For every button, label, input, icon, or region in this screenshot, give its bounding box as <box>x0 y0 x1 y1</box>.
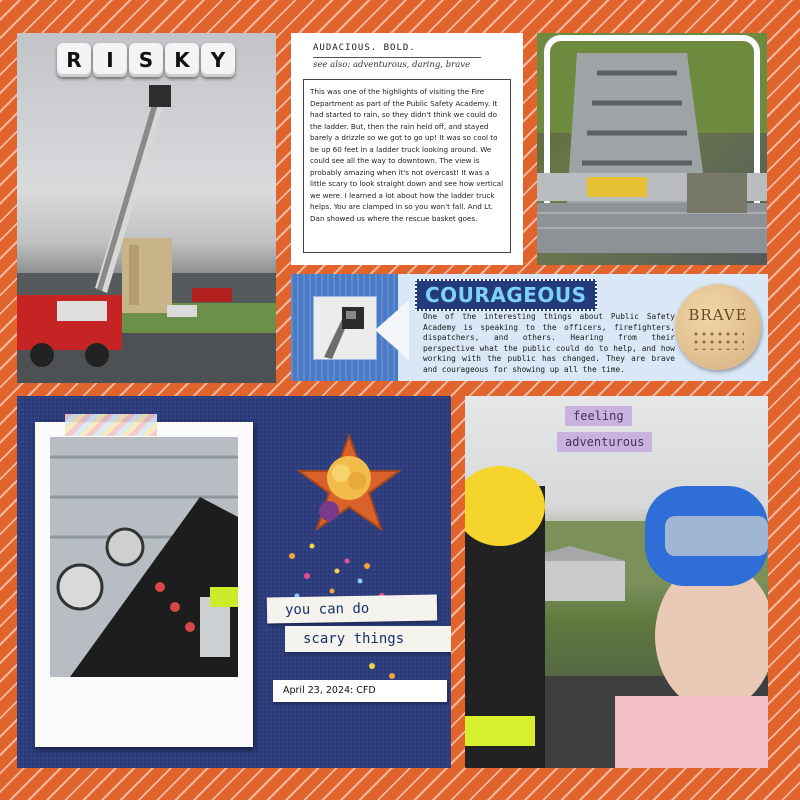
bucket-photo-illustration <box>314 297 376 359</box>
journal-card <box>291 33 523 265</box>
title-tile: S <box>129 43 163 77</box>
brave-label: BRAVE <box>688 306 748 324</box>
date-label: April 23, 2024: CFD <box>273 680 447 702</box>
title-tile: Y <box>201 43 235 77</box>
pointer-arrow <box>375 300 409 360</box>
strip-scary-things: scary things <box>285 626 451 652</box>
brave-badge <box>675 284 761 370</box>
washi-tape <box>65 414 157 436</box>
small-photo <box>313 296 377 360</box>
risky-title <box>57 43 237 77</box>
journal-text: This was one of the highlights of visiting the Fire Department as part of the Public Safety Academy. It had started to rain, so they didn't think we could do the ladder. But, then the rain held off, and stayed barely a drizzle so we got to go up! It was so cool to be up 60 feet in a ladder truck looking around. We could see all the way to downtown. The view is probably amazing when it's not overcast! It was a little scary to look straight down and see how vertical we were. I learned a lot about how the ladder truck helps. You are clamped in so you won't fall. And Lt. Dan showed us where the rescue basket goes. <box>310 87 504 223</box>
selfie-photo <box>465 396 768 768</box>
ladder-closeup-photo <box>537 33 767 265</box>
strip-you-can-do: you can do <box>267 595 437 624</box>
title-tile: R <box>57 43 91 77</box>
title-tile: I <box>93 43 127 77</box>
stamp-feeling: feeling <box>565 406 632 426</box>
courageous-label: COURAGEOUS <box>415 279 597 311</box>
ladder-closeup-illustration <box>537 33 767 265</box>
polaroid-frame <box>35 422 253 747</box>
navy-panel <box>17 396 451 768</box>
control-panel-photo <box>50 437 238 677</box>
journal-box <box>303 79 511 253</box>
ladder-truck-illustration <box>17 33 276 383</box>
courageous-strip <box>291 274 768 381</box>
ladder-truck-photo <box>17 33 276 383</box>
definition-divider <box>313 57 481 58</box>
title-tile: K <box>165 43 199 77</box>
star-flower-embellishment <box>289 431 409 541</box>
control-panel-illustration <box>50 437 238 677</box>
brave-dots <box>692 330 744 350</box>
definition-see-also: see also: adventurous, daring, brave <box>313 60 471 70</box>
stamp-adventurous: adventurous <box>557 432 652 452</box>
definition-word: AUDACIOUS. BOLD. <box>313 43 416 53</box>
courageous-body: One of the interesting things about Public Safety Academy is speaking to the officers, firefighters, dispatchers, and others. Hearing from their perspective what the public could do to help, and how working with the public has changed. They are brave and courageous for showing up all the time. <box>423 312 675 374</box>
